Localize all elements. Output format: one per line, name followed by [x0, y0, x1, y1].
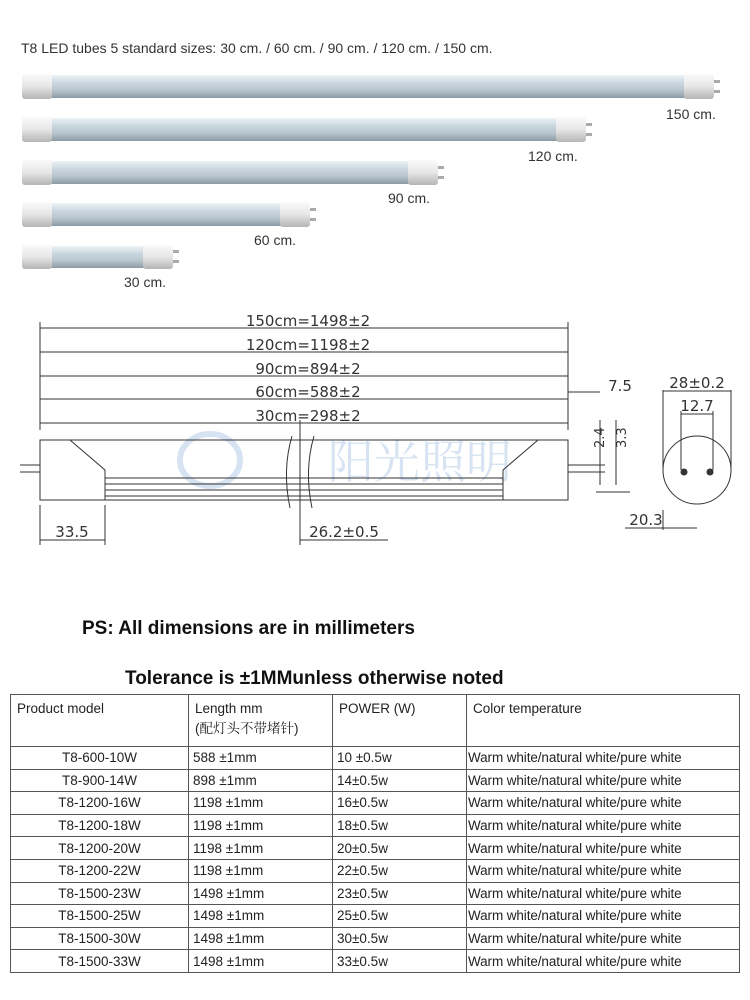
tube-90cm	[22, 160, 444, 185]
dim-pin-offset: 7.5	[608, 377, 632, 395]
cell-power: 16±0.5w	[333, 792, 467, 815]
table-row	[11, 927, 740, 950]
dim-30: 30cm=298±2	[255, 407, 361, 425]
cell-color: Warm white/natural white/pure white	[467, 747, 740, 770]
header-length	[189, 695, 333, 747]
dim-pin-b: 3.3	[615, 427, 630, 448]
units-note: PS: All dimensions are in millimeters	[82, 618, 415, 639]
header-model: Product model	[11, 695, 189, 747]
dim-pin-a: 2.4	[593, 427, 608, 448]
cell-model: T8-1500-33W	[11, 950, 189, 973]
cell-length: 1198 ±1mm	[189, 859, 333, 882]
spec-table	[10, 694, 740, 973]
cell-model: T8-600-10W	[11, 747, 189, 770]
tube-label-150: 150 cm.	[666, 106, 716, 122]
tube-120cm	[22, 117, 592, 142]
cell-model: T8-1200-16W	[11, 792, 189, 815]
dim-cap-depth: 20.3	[629, 511, 663, 529]
tube-label-90: 90 cm.	[388, 190, 431, 206]
cell-length: 1198 ±1mm	[189, 792, 333, 815]
cell-length: 1198 ±1mm	[189, 837, 333, 860]
cell-length: 1498 ±1mm	[189, 905, 333, 928]
cell-length: 898 ±1mm	[189, 769, 333, 792]
cell-model: T8-1200-22W	[11, 859, 189, 882]
cell-color: Warm white/natural white/pure white	[467, 769, 740, 792]
cell-power: 20±0.5w	[333, 837, 467, 860]
tube-30cm	[22, 245, 179, 269]
table-header-row	[11, 695, 740, 747]
tube-label-120: 120 cm.	[528, 148, 578, 164]
tube-label-60: 60 cm.	[254, 232, 297, 248]
cell-length: 1498 ±1mm	[189, 882, 333, 905]
dim-diameter: 28±0.2	[669, 374, 725, 392]
cell-length: 1498 ±1mm	[189, 927, 333, 950]
tube-label-30: 30 cm.	[124, 274, 167, 290]
cell-color: Warm white/natural white/pure white	[467, 905, 740, 928]
table-row	[11, 792, 740, 815]
dim-90: 90cm=894±2	[255, 360, 361, 378]
tube-lineup	[0, 0, 750, 300]
table-row	[11, 747, 740, 770]
cell-length: 588 ±1mm	[189, 747, 333, 770]
dim-60: 60cm=588±2	[255, 383, 361, 401]
tube-150cm	[22, 74, 720, 99]
cell-power: 30±0.5w	[333, 927, 467, 950]
cell-power: 25±0.5w	[333, 905, 467, 928]
cell-model: T8-1200-20W	[11, 837, 189, 860]
tolerance-note: Tolerance is ±1MMunless otherwise noted	[125, 668, 504, 689]
cell-length: 1498 ±1mm	[189, 950, 333, 973]
cell-model: T8-1200-18W	[11, 814, 189, 837]
table-row	[11, 859, 740, 882]
cell-power: 18±0.5w	[333, 814, 467, 837]
page-heading: T8 LED tubes 5 standard sizes: 30 cm. / 60 cm. / 90 cm. / 120 cm. / 150 cm.	[21, 40, 493, 56]
cell-color: Warm white/natural white/pure white	[467, 792, 740, 815]
table-row	[11, 905, 740, 928]
cell-power: 10 ±0.5w	[333, 747, 467, 770]
cell-model: T8-1500-30W	[11, 927, 189, 950]
cell-power: 22±0.5w	[333, 859, 467, 882]
cell-model: T8-1500-25W	[11, 905, 189, 928]
cell-model: T8-1500-23W	[11, 882, 189, 905]
cell-color: Warm white/natural white/pure white	[467, 882, 740, 905]
dim-tube-width: 26.2±0.5	[309, 523, 379, 541]
table-row	[11, 814, 740, 837]
header-color: Color temperature	[467, 695, 740, 747]
table-row	[11, 837, 740, 860]
cell-color: Warm white/natural white/pure white	[467, 814, 740, 837]
table-row	[11, 882, 740, 905]
pin-right	[707, 469, 714, 476]
header-length-label: Length mm	[195, 701, 263, 716]
header-length-sub: (配灯头不带堵针)	[195, 721, 299, 736]
header-power: POWER (W)	[333, 695, 467, 747]
cell-model: T8-900-14W	[11, 769, 189, 792]
cell-power: 33±0.5w	[333, 950, 467, 973]
dim-150: 150cm=1498±2	[245, 312, 371, 330]
cell-power: 23±0.5w	[333, 882, 467, 905]
dim-pin-spacing: 12.7	[680, 397, 714, 415]
cell-color: Warm white/natural white/pure white	[467, 927, 740, 950]
watermark: 阳光照明	[328, 435, 512, 489]
tube-60cm	[22, 202, 316, 227]
table-row	[11, 769, 740, 792]
cell-color: Warm white/natural white/pure white	[467, 859, 740, 882]
cell-power: 14±0.5w	[333, 769, 467, 792]
table-row	[11, 950, 740, 973]
cell-length: 1198 ±1mm	[189, 814, 333, 837]
pin-left	[681, 469, 688, 476]
dim-end-cap: 33.5	[55, 523, 89, 541]
cell-color: Warm white/natural white/pure white	[467, 950, 740, 973]
technical-drawing	[0, 300, 750, 600]
dim-120: 120cm=1198±2	[245, 336, 371, 354]
cell-color: Warm white/natural white/pure white	[467, 837, 740, 860]
